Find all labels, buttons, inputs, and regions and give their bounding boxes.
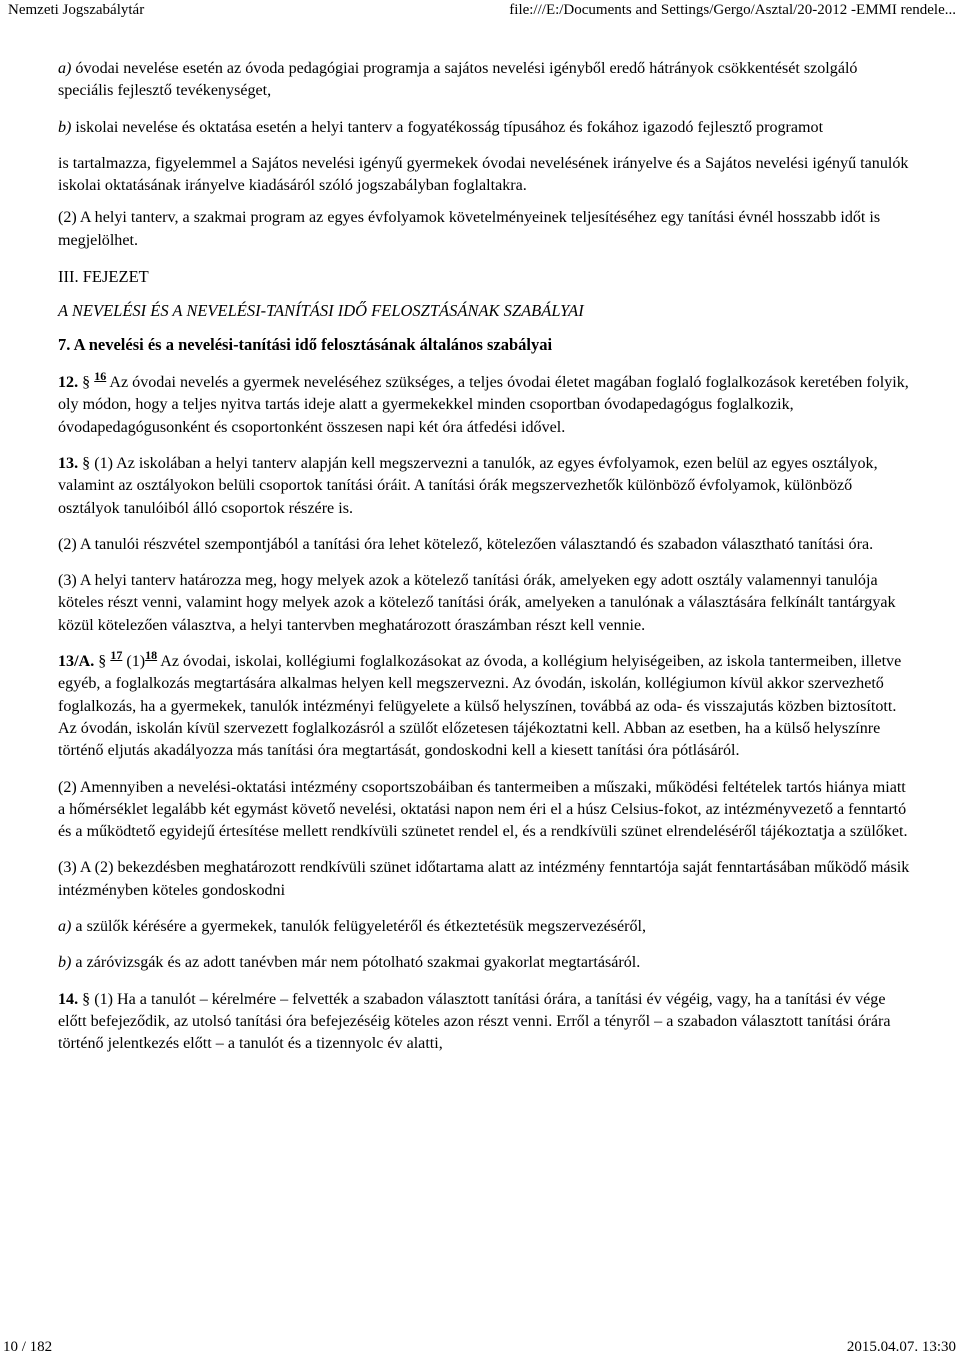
section-number: 13. [58, 454, 79, 472]
paragraph-text: (1) Ha a tanulót – kérelmére – felvették a szabadon választott tanítási órára, a tanítási év végéig, vagy, ha a tanítási év vége előtt befejeződik, az utolsó tanítási óra befejezéséig köteles azon részt venni. Erről a tényről – a szabadon választott tanítási órára történő jelentkezés előtt – a tanulót és a tizennyolc év alatti, [58, 990, 891, 1053]
section-13a-1 [58, 648, 910, 762]
print-header [0, 2, 960, 24]
section-12 [58, 369, 910, 439]
subsection-label: (1) [122, 653, 146, 671]
section-number: 12. [58, 374, 79, 392]
section-13a-3: (3) A (2) bekezdésben meghatározott rendkívüli szünet időtartama alatt az intézmény fenntartója saját fenntartásában működő másik intézményben köteles gondoskodni [58, 859, 910, 899]
section-number: 14. [58, 990, 79, 1008]
paragraph-text: a záróvizsgák és az adott tanévben már nem pótolható szakmai gyakorlat megtartásáról. [71, 954, 641, 972]
list-letter: a) [58, 60, 72, 77]
list-letter: b) [58, 954, 72, 972]
footnote-link-18[interactable]: 18 [145, 648, 158, 663]
section-13a-3-a [58, 916, 910, 938]
list-letter: a) [58, 918, 72, 936]
print-datetime: 2015.04.07. 13:30 [846, 1339, 956, 1355]
paragraph-text: óvodai nevelése esetén az óvoda pedagógiai programja a sajátos nevelési igényből eredő hátrányok csökkentését szolgáló speciális fejlesztő tevékenységet, [58, 60, 858, 100]
paragraph-text: Az óvodai nevelés a gyermek neveléséhez szükséges, a teljes óvodai életet magában foglaló foglalkozások keretében folyik, oly módon, hogy a teljes nyitva tartás ideje alatt a gyermekekkel minden csoportban óvodapedagógus foglalkozik, óvodapedagógusonként és csoportonként összesen napi két óra átfedési idővel. [58, 374, 909, 436]
chapter-number: III. FEJEZET [58, 267, 149, 287]
list-letter: b) [58, 118, 72, 136]
paragraph-sign: § [98, 653, 107, 671]
paragraph-includes: is tartalmazza, figyelemmel a Sajátos nevelési igényű gyermekek óvodai nevelésének irányelve és a Sajátos nevelési igényű tanulók iskolai oktatásának irányelve kiadásáról szóló jogszabályban foglaltakra. [58, 154, 909, 195]
paragraph-sign: § [82, 374, 91, 392]
section-13-1 [58, 453, 910, 520]
paragraph-sign: § [82, 990, 91, 1008]
header-site-title: Nemzeti Jogszabálytár [8, 2, 145, 18]
paragraph-a-kindergarten [58, 58, 910, 103]
paragraph-text: Az óvodai, iskolai, kollégiumi foglalkozásokat az óvoda, a kollégium helyiségeiben, az iskola tantermeiben, illetve egyéb, a foglalkozás megtartására alkalmas helyen kell megszervezni. Az óvodán, iskolán, kollégiumon kívül akkor szervezhető foglalkozás, ha a gyermekek, tanulók intézményi felügyelete a külső helyszínen, továbbá az oda- és visszajutás közben biztosított. Az óvodán, iskolán kívül szervezett foglalkozásról a szülőt előzetesen tájékoztatni kell. Abban az esetben, ha a külső helyszínre történő eljutás akadályozza más tanítási óra megtartását, gondoskodni kell a kiesett tanítási óra pótlásáról. [58, 653, 902, 760]
section-13a-3-b [58, 952, 910, 974]
print-footer [0, 1339, 960, 1357]
chapter-title: A NEVELÉSI ÉS A NEVELÉSI-TANÍTÁSI IDŐ FELOSZTÁSÁNAK SZABÁLYAI [58, 301, 584, 321]
paragraph-text: iskolai nevelése és oktatása esetén a helyi tanterv a fogyatékosság típusához és fokához igazodó fejlesztő programot [71, 118, 824, 136]
document-body [58, 58, 910, 1070]
footnote-link-16[interactable]: 16 [94, 369, 107, 384]
header-file-path: file:///E:/Documents and Settings/Gergo/Asztal/20-2012 -EMMI rendele... [509, 2, 956, 18]
section-13a-2: (2) Amennyiben a nevelési-oktatási intézmény csoportszobáiban és tantermeiben a műszaki, működési feltételek tartós hiánya miatt a hőmérséklet legalább két egymást követő nevelési, oktatási napon nem éri el a húsz Celsius-fokot, az intézményvezető a fenntartó és a működtető egyidejű értesítése mellett rendkívüli szünetet rendel el, és a rendkívüli szünet elrendeléséről tájékoztatja a szülőket. [58, 778, 908, 841]
section-13-2: (2) A tanulói részvétel szempontjából a tanítási óra lehet kötelező, kötelezően választandó és szabadon választható tanítási óra. [58, 535, 874, 553]
paragraph-2-curriculum: (2) A helyi tanterv, a szakmai program az egyes évfolyamok követelményeinek teljesítéséhez egy tanítási évnél hosszabb időt is megjelölhet. [58, 209, 881, 249]
paragraph-b-school [58, 117, 910, 139]
section-number: 13/A. [58, 653, 95, 671]
page-counter: 10 / 182 [3, 1339, 53, 1355]
footnote-link-17[interactable]: 17 [110, 648, 123, 663]
paragraph-sign: § [82, 454, 91, 472]
section-title: 7. A nevelési és a nevelési-tanítási idő felosztásának általános szabályai [58, 335, 553, 355]
section-13-3: (3) A helyi tanterv határozza meg, hogy melyek azok a kötelező tanítási órák, amelyeken egy adott osztály valamennyi tanulója köteles részt venni, valamint hogy melyek azok a kötelező tanítási órák, amelyeken a tanulónak a választására felkínált tantárgyak közül kötelezően választva, a helyi tantervben meghatározott óraszámban részt kell vennie. [58, 572, 896, 634]
paragraph-text: a szülők kérésére a gyermekek, tanulók felügyeletéről és étkeztetésük megszervezéséről, [71, 918, 647, 936]
paragraph-text: (1) Az iskolában a helyi tanterv alapján kell megszervezni a tanulók, az egyes évfolyamok, ezen belül az egyes osztályok, valamint az osztályokon belüli csoportok tanítási óráit. A tanítási órák megszervezhetők különböző évfolyamok, különböző osztályok tanulóiból álló csoportok részére is. [58, 454, 878, 517]
section-14-1 [58, 989, 910, 1056]
